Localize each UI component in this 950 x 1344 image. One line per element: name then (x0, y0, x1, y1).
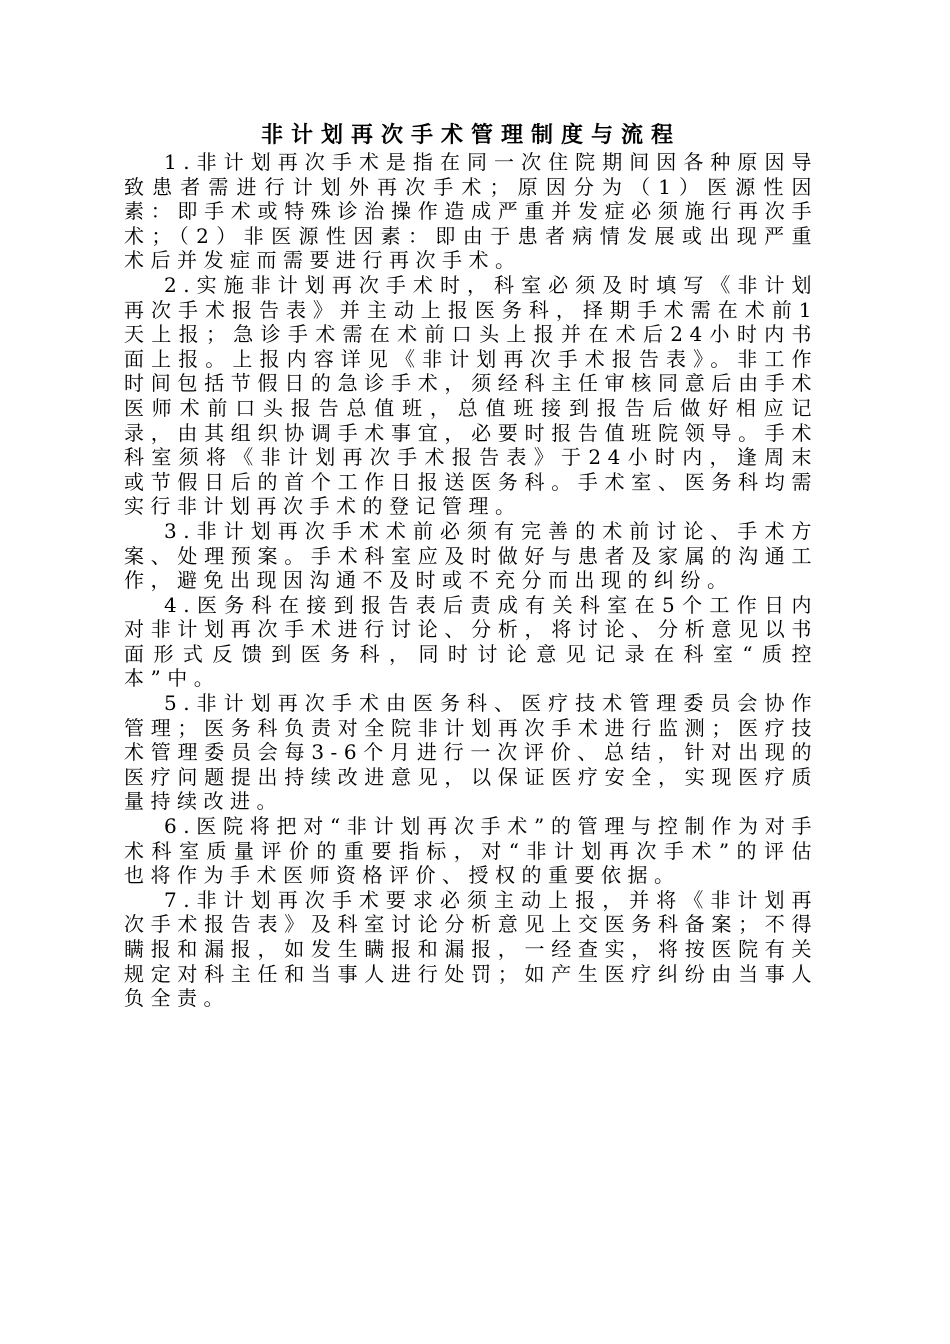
paragraph-7: 7.非计划再次手术要求必须主动上报，并将《非计划再次手术报告表》及科室讨论分析意见上交医务科备案；不得瞒报和漏报，如发生瞒报和漏报，一经查实，将按医院有关规定对科主任和当事人进行处罚；如产生医疗纠纷由当事人负全责。 (124, 887, 818, 1011)
paragraph-4: 4.医务科在接到报告表后责成有关科室在5个工作日内对非计划再次手术进行讨论、分析，将讨论、分析意见以书面形式反馈到医务科，同时讨论意见记录在科室“质控本”中。 (124, 592, 818, 691)
paragraph-1: 1.非计划再次手术是指在同一次住院期间因各种原因导致患者需进行计划外再次手术；原因分为（1）医源性因素：即手术或特殊诊治操作造成严重并发症必须施行再次手术；（2）非医源性因素：即由于患者病情发展或出现严重术后并发症而需要进行再次手术。 (124, 150, 818, 273)
paragraph-2: 2.实施非计划再次手术时，科室必须及时填写《非计划再次手术报告表》并主动上报医务科，择期手术需在术前1天上报；急诊手术需在术前口头上报并在术后24小时内书面上报。上报内容详见《非计划再次手术报告表》。非工作时间包括节假日的急诊手术，须经科主任审核同意后由手术医师术前口头报告总值班，总值班接到报告后做好相应记录，由其组织协调手术事宜，必要时报告值班院领导。手术科室须将《非计划再次手术报告表》于24小时内，逢周末或节假日后的首个工作日报送医务科。手术室、医务科均需实行非计划再次手术的登记管理。 (124, 272, 818, 519)
document-title: 非计划再次手术管理制度与流程 (260, 122, 681, 148)
paragraph-3: 3.非计划再次手术术前必须有完善的术前讨论、手术方案、处理预案。手术科室应及时做好与患者及家属的沟通工作，避免出现因沟通不及时或不充分而出现的纠纷。 (124, 518, 818, 593)
document-body (124, 122, 818, 1011)
paragraph-6: 6.医院将把对“非计划再次手术”的管理与控制作为对手术科室质量评价的重要指标，对“非计划再次手术”的评估也将作为手术医师资格评价、授权的重要依据。 (124, 814, 818, 888)
paragraph-5: 5.非计划再次手术由医务科、医疗技术管理委员会协作管理；医务科负责对全院非计划再次手术进行监测；医疗技术管理委员会每3-6个月进行一次评价、总结，针对出现的医疗问题提出持续改进意见，以保证医疗安全，实现医疗质量持续改进。 (124, 691, 818, 814)
